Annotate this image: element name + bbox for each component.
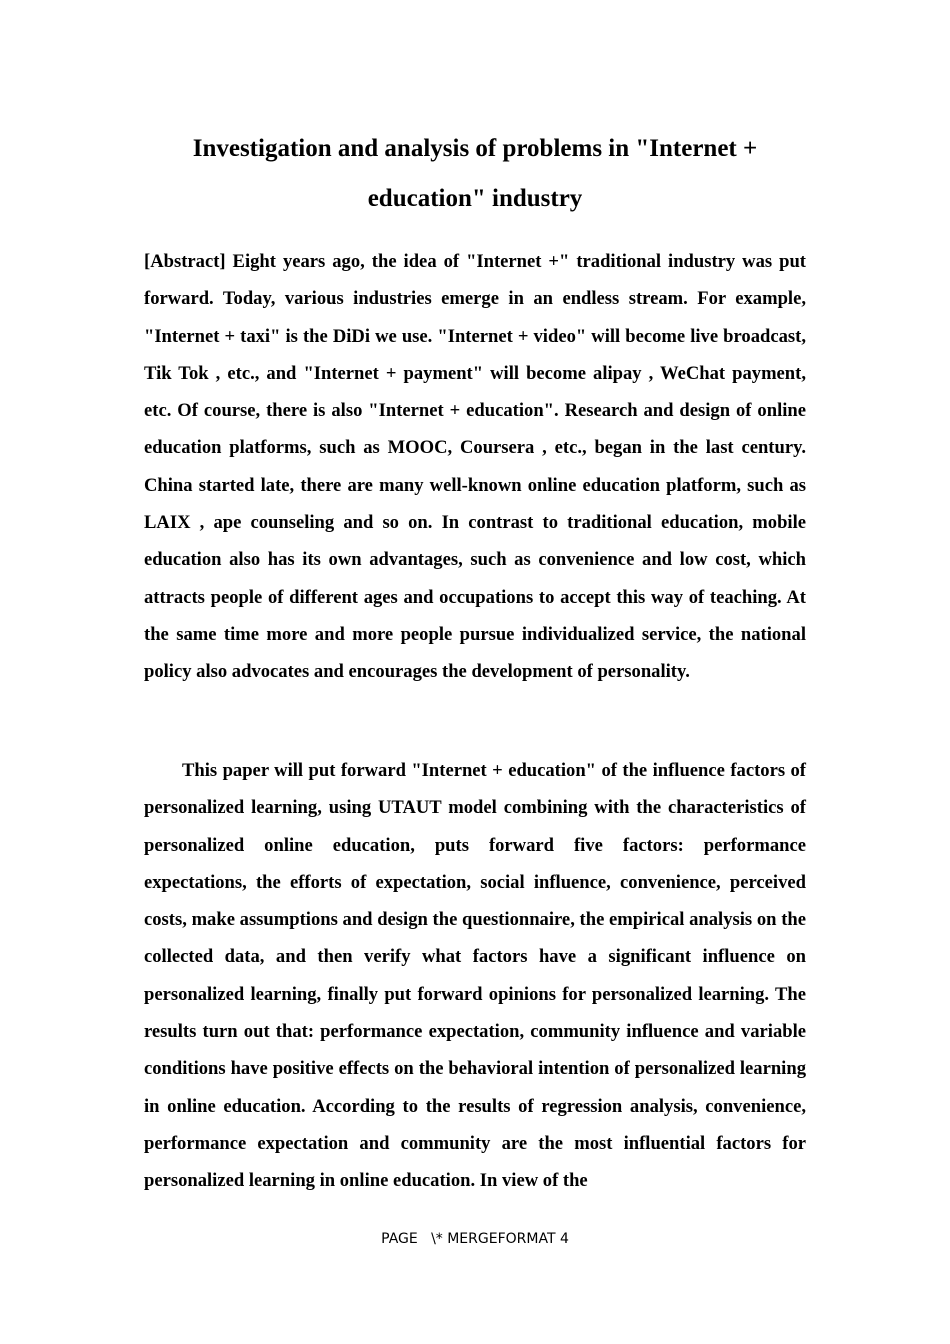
document-title: Investigation and analysis of problems in "Internet + education" industry (192, 135, 758, 212)
page-footer (0, 1229, 950, 1249)
abstract-paragraph: [Abstract] Eight years ago, the idea of "Internet +" traditional industry was put forward. Today, various industries emerge in an endless stream. For example, "Internet + taxi" is the DiDi we use. "Internet + video" will become live broadcast, Tik Tok , etc., and "Internet + payment" will become alipay , WeChat payment, etc. Of course, there is also "Internet + education". Research and design of online education platforms, such as MOOC, Coursera , etc., began in the last century. China started late, there are many well-known online education platform, such as LAIX , ape counseling and so on. In contrast to traditional education, mobile education also has its own advantages, such as convenience and low cost, which attracts people of different ages and occupations to accept this way of teaching. At the same time more and more people pursue individualized service, the national policy also advocates and encourages the development of personality. (144, 251, 806, 683)
body-paragraph: This paper will put forward "Internet + education" of the influence factors of personalized learning, using UTAUT model combining with the characteristics of personalized online education, puts forward five factors: performance expectations, the efforts of expectation, social influence, convenience, perceived costs, make assumptions and design the questionnaire, the empirical analysis on the collected data, and then verify what factors have a significant influence on personalized learning, finally put forward opinions for personalized learning. The results turn out that: performance expectation, community influence and variable conditions have positive effects on the behavioral intention of personalized learning in online education. According to the results of regression analysis, convenience, performance expectation and community are the most influential factors for personalized learning in online education. In view of the (144, 760, 806, 1192)
page-number-field: PAGE \* MERGEFORMAT 4 (381, 1231, 569, 1247)
